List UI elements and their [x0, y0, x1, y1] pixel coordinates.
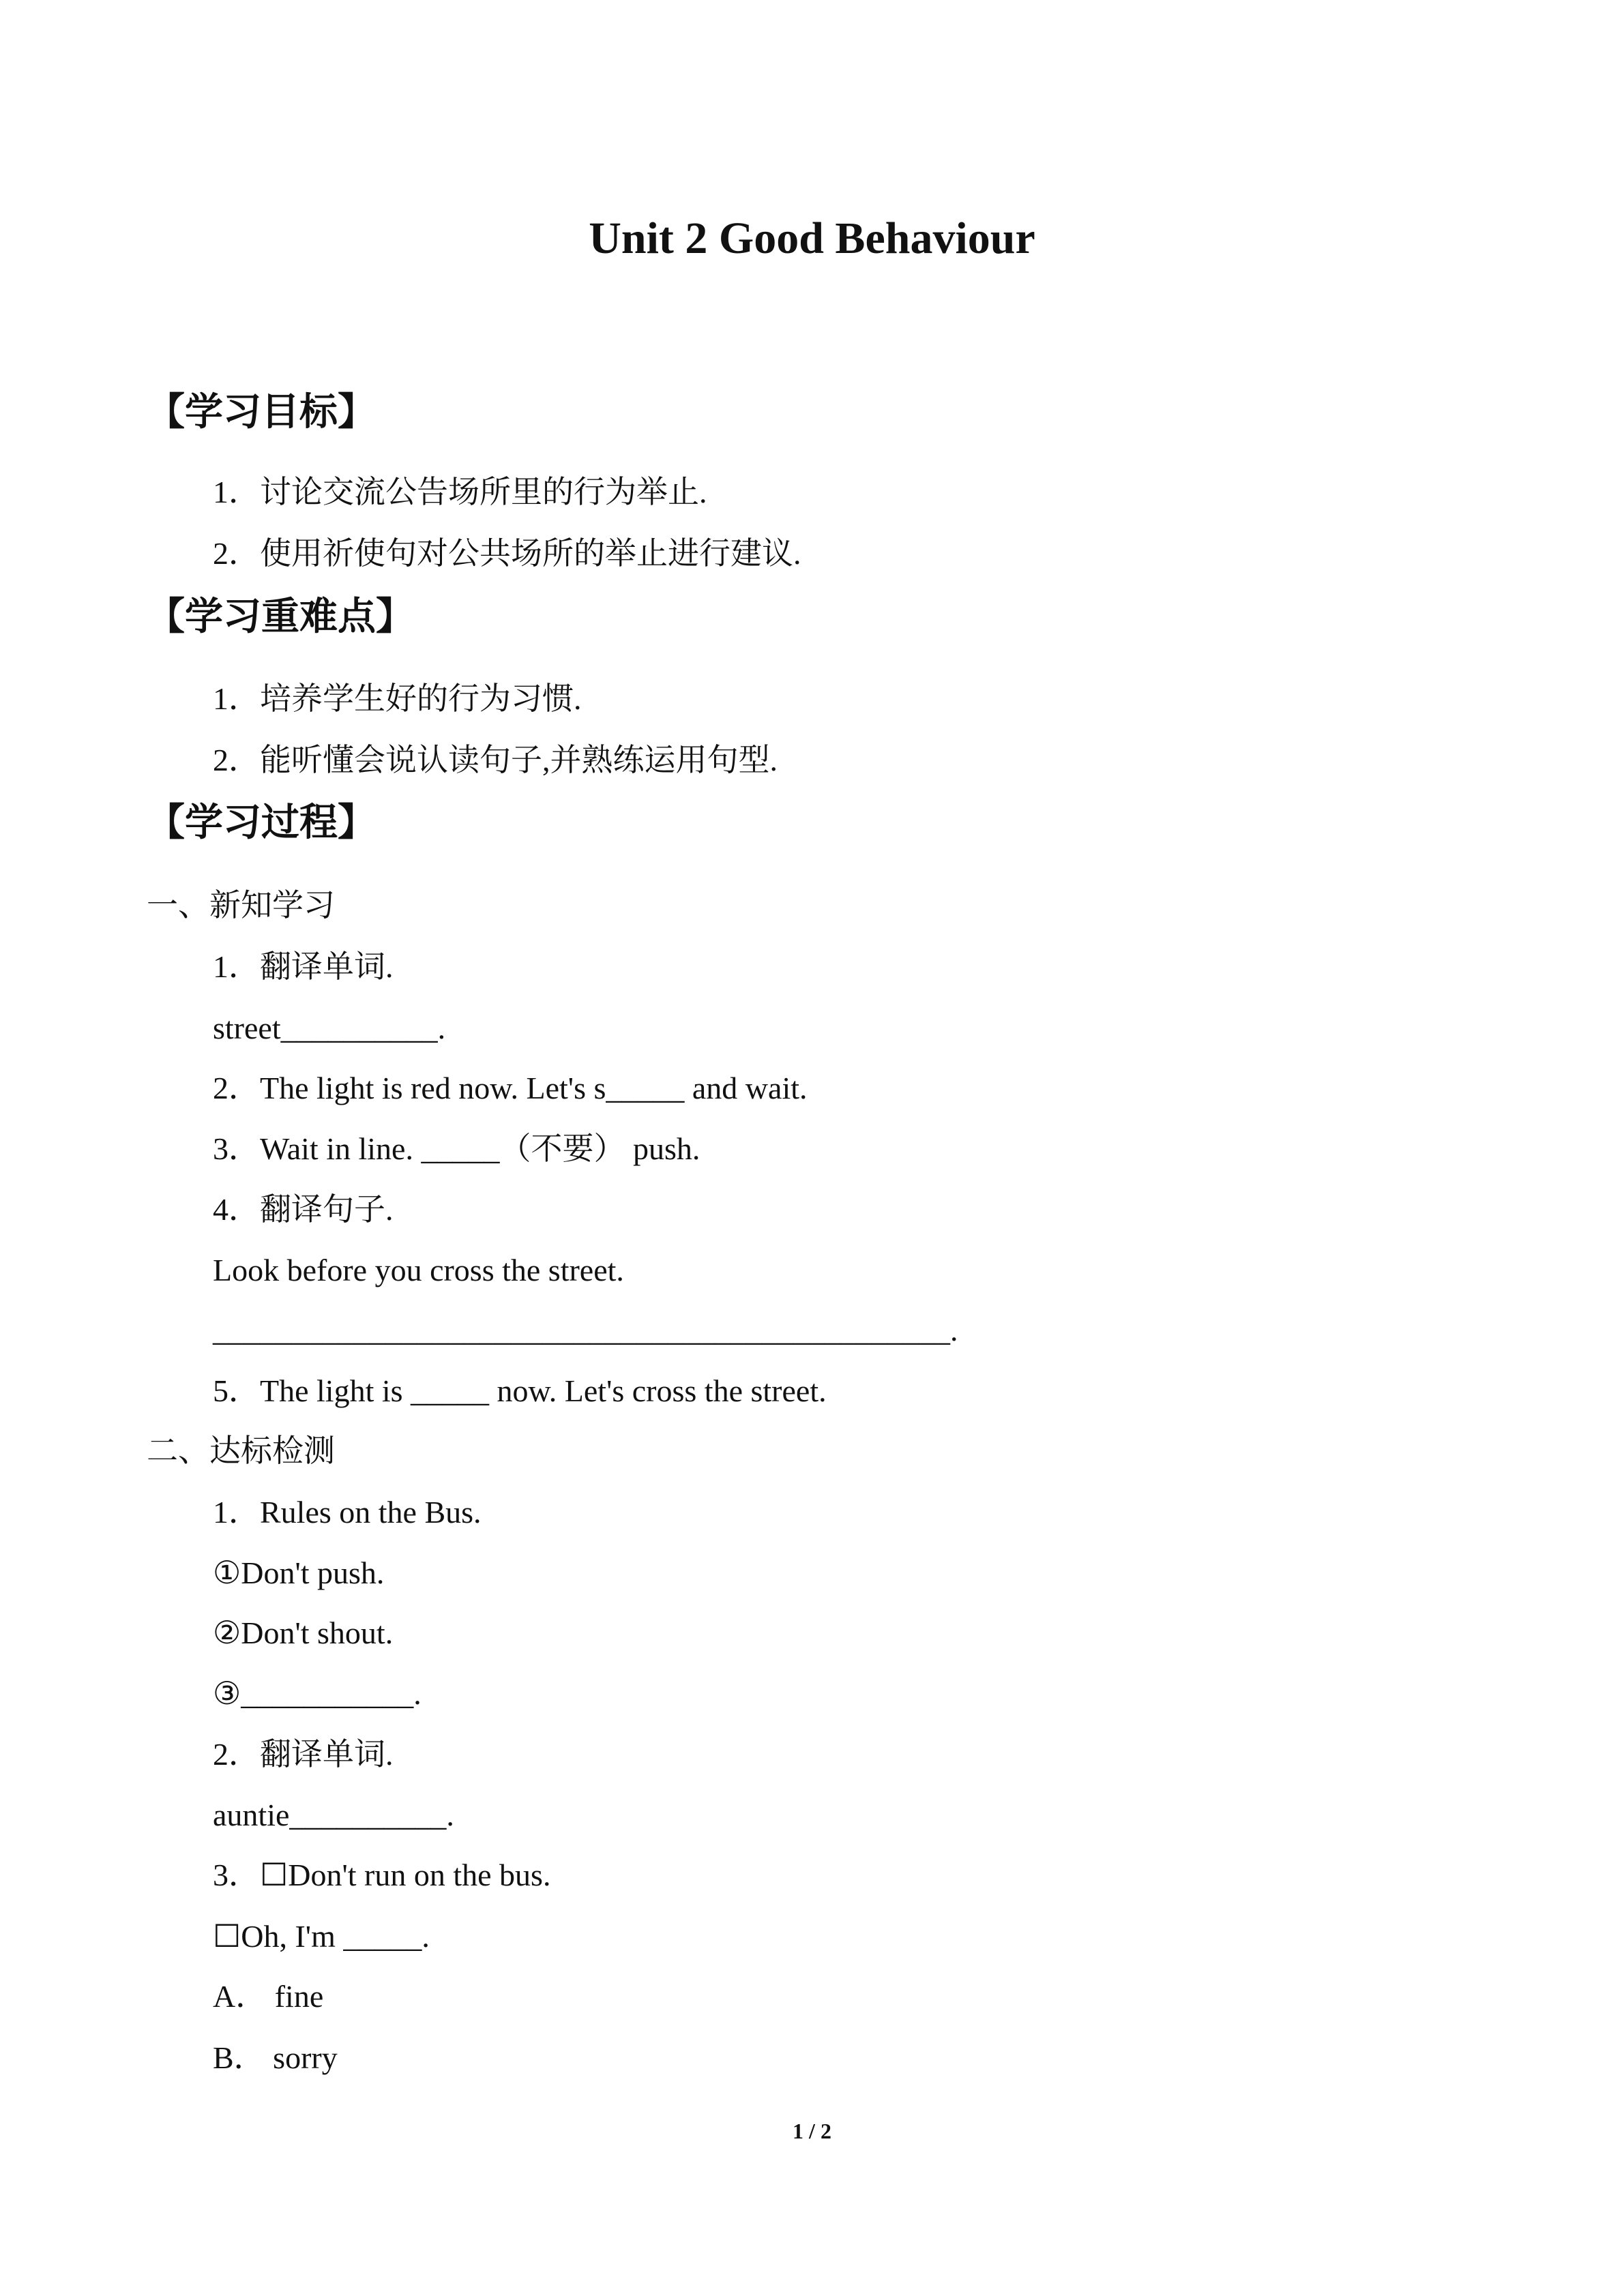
heading-process: 【学习过程】	[147, 801, 376, 845]
goal-item: 2．使用祈使句对公共场所的举止进行建议.	[213, 536, 801, 571]
exercise-line: 3．Wait in line. _____（不要） push.	[213, 1131, 700, 1166]
exercise-line: 2．The light is red now. Let's s_____ and wait.	[213, 1071, 808, 1105]
answer-blank-line: _______________________________________________.	[213, 1313, 958, 1347]
exercise-line: auntie__________.	[213, 1798, 454, 1832]
exercise-line: ☐Oh, I'm _____.	[213, 1919, 430, 1954]
exercise-line: 1．Rules on the Bus.	[213, 1495, 482, 1530]
key-point-item: 2．能听懂会说认读句子,并熟练运用句型.	[213, 743, 778, 777]
exercise-line: 3．☐Don't run on the bus.	[213, 1858, 551, 1892]
exercise-line: 5．The light is _____ now. Let's cross the street.	[213, 1373, 827, 1408]
section-label-new-knowledge: 一、新知学习	[147, 888, 335, 923]
page-title: Unit 2 Good Behaviour	[589, 213, 1035, 263]
exercise-line: 4．翻译句子.	[213, 1192, 394, 1227]
exercise-line: Look before you cross the street.	[213, 1253, 624, 1287]
exercise-line: 2．翻译单词.	[213, 1737, 394, 1772]
key-point-item: 1．培养学生好的行为习惯.	[213, 681, 582, 716]
option-a: A． fine	[213, 1979, 324, 2014]
page-number: 1 / 2	[793, 2119, 831, 2143]
exercise-line: ①Don't push.	[213, 1555, 385, 1590]
goal-item: 1．讨论交流公告场所里的行为举止.	[213, 475, 707, 509]
heading-key-points: 【学习重难点】	[147, 595, 414, 639]
option-b: B． sorry	[213, 2040, 338, 2075]
exercise-line: ②Don't shout.	[213, 1615, 394, 1650]
exercise-line: street__________.	[213, 1011, 446, 1045]
section-label-assessment: 二、达标检测	[147, 1433, 335, 1468]
heading-goals: 【学习目标】	[147, 390, 376, 434]
exercise-line: ③___________.	[213, 1676, 422, 1711]
exercise-line: 1．翻译单词.	[213, 949, 394, 984]
